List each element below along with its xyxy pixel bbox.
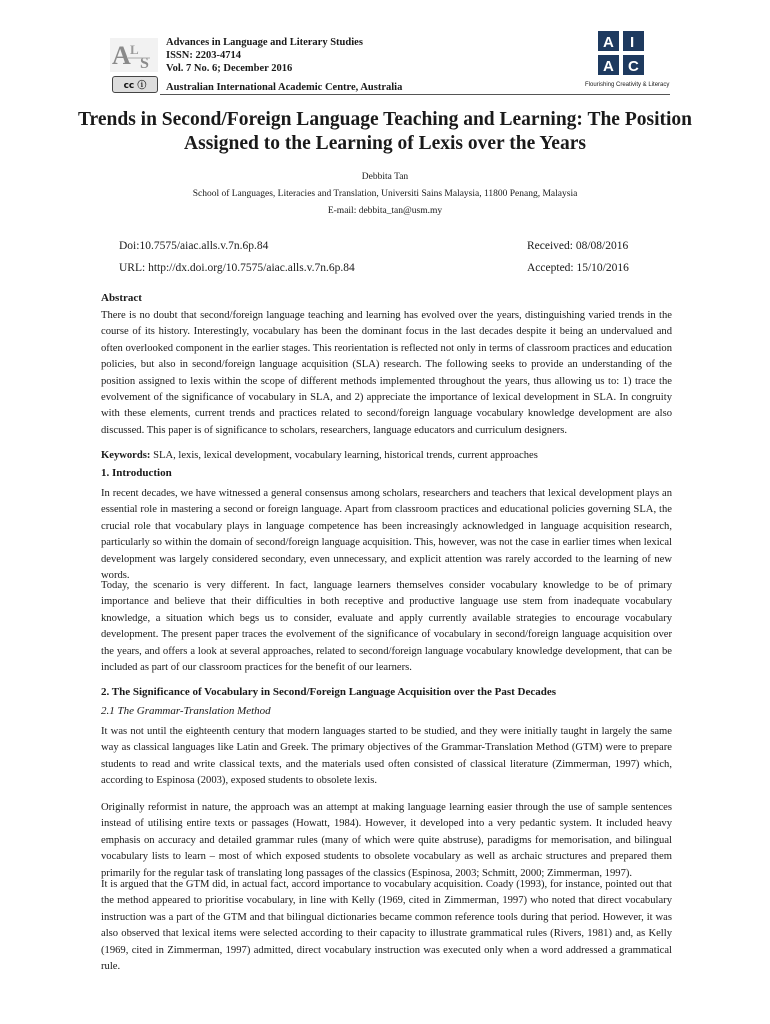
svg-text:A: A [603, 58, 614, 75]
accepted-date: Accepted: 15/10/2016 [527, 262, 629, 274]
svg-text:L: L [130, 42, 139, 57]
aiac-tagline: Flourishing Creativity & Literacy [585, 82, 670, 88]
journal-volume: Vol. 7 No. 6; December 2016 [166, 63, 293, 74]
section-2-1-paragraph-1: It was not until the eighteenth century that modern languages started to be studied, and they were initially taught in largely the same way as classical languages like Latin and Greek. The primary objectives of the Grammar-Translation Method (GTM) were to prepare students to read and write classical texts, and the materials used often consisted of classical literature (Zimmerman, 1997) which, according to Espinosa (2003), exposed students to obsolete lexis. [101, 726, 672, 787]
publisher-name: Australian International Academic Centre, Australia [166, 82, 403, 93]
intro-paragraph-1: In recent decades, we have witnessed a general consensus among scholars, researchers and teachers that lexical development plays an essential role in mastering a second or foreign language. Apart from classroom practices and educational policies governing SLA, the crucial role that vocabulary plays in language competence has been increasingly acknowledged in language acquisition research, particularly so within the domain of second/foreign language acquisition. This, however, was not the case in earlier times when lexical development was largely considered secondary, even unnecessary, and explicit attention was rarely accorded to the learning of new words. [101, 488, 672, 582]
section-2-1-heading: 2.1 The Grammar-Translation Method [101, 705, 271, 717]
paper-title: Trends in Second/Foreign Language Teaching and Learning: The Position Assigned to the Learning of Lexis over the Years [77, 109, 693, 154]
journal-issn: ISSN: 2203-4714 [166, 50, 241, 61]
keywords [101, 448, 672, 464]
abstract-text: There is no doubt that second/foreign language teaching and learning has evolved over the years, distinguishing varied trends in the course of its history. Interestingly, vocabulary has been the dominant focus in the last decades despite it being an undervalued and often overlooked component in the earlier stages. This reorientation is reflected not only in terms of classroom practices and education policies, but also in second/foreign language acquisition (SLA) research. The following seeks to provide an understanding of the position assigned to lexis within the scope of different methods implemented throughout the years, thus allowing us to: 1) trace the evolvement of the significance of vocabulary in SLA, and 2) appreciate the importance of lexical development in SLA. In congruity with these elements, current trends and practices related to second/foreign language vocabulary knowledge development are also discussed. This paper is of significance to scholars, researchers, language educators and curriculum designers. [101, 310, 672, 436]
creative-commons-badge: cc ⓘ [112, 76, 158, 93]
journal-name: Advances in Language and Literary Studies [166, 37, 363, 48]
svg-text:S: S [140, 55, 149, 72]
section-2-1-paragraph-3: It is argued that the GTM did, in actual fact, accord importance to vocabulary acquisition. Coady (1993), for instance, pointed out that the method appeared to prioritise vocabulary, in line with Kelly (1969, cited in Zimmerman, 1997) who noted that direct vocabulary instruction was a part of the GTM and that bilingual dictionaries became common reference tools during that period. However, it was also observed that lexical items were selected according to their capacity to illustrate grammatical rules (Rivers, 1981) and, as Kelly (1969, cited in Zimmerman, 1997) admitted, direct vocabulary instruction was executed only when a word addressed a grammatical rule. [101, 879, 672, 973]
aiac-logo [597, 30, 645, 76]
author-affiliation: School of Languages, Literacies and Translation, Universiti Sains Malaysia, 11800 Penang, Malaysia [192, 189, 578, 199]
keywords-label: Keywords: [101, 450, 151, 461]
svg-text:I: I [630, 34, 635, 51]
keywords-text: SLA, lexis, lexical development, vocabulary learning, historical trends, current approaches [150, 450, 538, 461]
intro-paragraph-2: Today, the scenario is very different. In fact, language learners themselves consider vocabulary knowledge to be of primary importance and believe that their difficulties in both receptive and productive language use stem from inadequate vocabulary knowledge, a situation which begs us to consider, evaluate and apply currently available strategies to encourage vocabulary development. The present paper traces the evolvement of the significance of vocabulary in second/foreign language acquisition over the years, and offers a look at several approaches, related to second/foreign language vocabulary knowledge development, that can be included as part of our classroom practices for the benefit of our learners. [101, 580, 672, 674]
header-divider [160, 94, 670, 95]
svg-text:A: A [112, 41, 131, 70]
doi-url[interactable]: URL: http://dx.doi.org/10.7575/aiac.alls.v.7n.6p.84 [119, 262, 355, 274]
author-email: E-mail: debbita_tan@usm.my [327, 206, 443, 216]
doi: Doi:10.7575/aiac.alls.v.7n.6p.84 [119, 240, 269, 252]
svg-text:C: C [628, 58, 639, 75]
abstract-heading: Abstract [101, 292, 142, 304]
section-2-heading: 2. The Significance of Vocabulary in Second/Foreign Language Acquisition over the Past Decades [101, 686, 557, 698]
journal-info [166, 36, 363, 75]
svg-text:A: A [603, 34, 614, 51]
section-2-1-paragraph-2: Originally reformist in nature, the approach was an attempt at making language learning easier through the use of sample sentences instead of utilising entire texts or passages (Howatt, 1984). However, it developed into a very pedantic system. It included heavy emphasis on accuracy and detailed grammar rules (many of which were quite abstruse), paradigms for memorisation, and bilingual vocabulary lists to learn – most of which exposed students to obsolete vocabulary as well as archaic structures and prepared them primarily for the regular task of translating long passages of the classics (Espinosa, 2003; Schmitt, 2000; Zimmerman, 1997). [101, 802, 672, 879]
received-date: Received: 08/08/2016 [527, 240, 629, 252]
intro-heading: 1. Introduction [101, 467, 172, 479]
author-name: Debbita Tan [361, 172, 409, 182]
alls-journal-logo [110, 38, 158, 72]
